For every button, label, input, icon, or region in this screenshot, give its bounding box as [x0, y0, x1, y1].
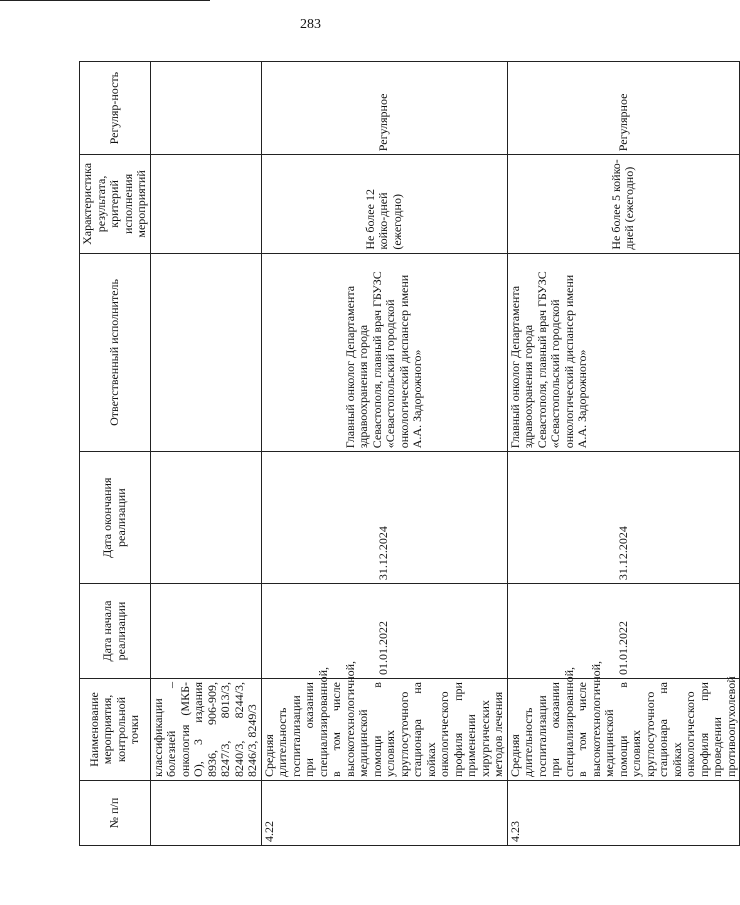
cell-num: 4.22 — [261, 780, 507, 845]
cell-name: Средняя длительность госпитализации при оказании специализированной, в том числе высокотехнологичной, медицинской помощи в условиях круглосуточного стационара на койках онкологического профиля при проведении противоопухолевой — [507, 679, 740, 781]
cell-result: Не более 12 койко-дней (ежегодно) — [261, 155, 507, 253]
cell-regularity: Регулярное — [507, 62, 740, 155]
cell-name: классификации болезней – онкология (МКБ-О), 3 издания 8936, 906-909, 8247/3, 8013/3, 8240/3, 8244/3, 8246/3, 8249/3 — [150, 679, 261, 781]
cell-start: 01.01.2022 — [507, 584, 740, 679]
cell-num: 4.23 — [507, 780, 740, 845]
cell-num — [150, 780, 261, 845]
table-row — [507, 62, 740, 846]
cell-start: 01.01.2022 — [261, 584, 507, 679]
cell-responsible — [150, 253, 261, 452]
header-regularity: Регуляр-ность — [80, 62, 151, 155]
cell-end: 31.12.2024 — [261, 452, 507, 584]
page-number: 283 — [300, 17, 321, 32]
cell-regularity — [150, 62, 261, 155]
header-start: Дата начала реализации — [80, 584, 151, 679]
cell-end: 31.12.2024 — [507, 452, 740, 584]
table-row — [150, 62, 261, 846]
header-responsible: Ответственный исполнитель — [80, 253, 151, 452]
cell-result — [150, 155, 261, 253]
cell-result: Не более 5 койко-дней (ежегодно) — [507, 155, 740, 253]
table-header-row — [80, 62, 151, 846]
activities-table — [79, 61, 740, 846]
header-rule — [0, 0, 210, 1]
cell-name: Средняя длительность госпитализации при оказании специализированной, в том числе высокотехнологичной, медицинской помощи в условиях круглосуточного стационара на койках онкологического профиля при применении хирургических методов лечения — [261, 679, 507, 781]
cell-start — [150, 584, 261, 679]
header-name: Наименование мероприятия, контрольной точки — [80, 679, 151, 781]
header-result: Характеристика результата, критерий исполнения мероприятий — [80, 155, 151, 253]
cell-responsible: Главный онколог Департамента здравоохранения города Севастополя, главный врач ГБУЗС «Севастопольский городской онкологический диспансер имени А.А. Задорожного» — [261, 253, 507, 452]
cell-responsible: Главный онколог Департамента здравоохранения города Севастополя, главный врач ГБУЗС «Севастопольский городской онкологический диспансер имени А.А. Задорожного» — [507, 253, 740, 452]
cell-regularity: Регулярное — [261, 62, 507, 155]
rotated-table-wrapper — [79, 61, 738, 846]
cell-end — [150, 452, 261, 584]
header-end: Дата окончания реализации — [80, 452, 151, 584]
header-num: № п/п — [80, 780, 151, 845]
table-row — [261, 62, 507, 846]
